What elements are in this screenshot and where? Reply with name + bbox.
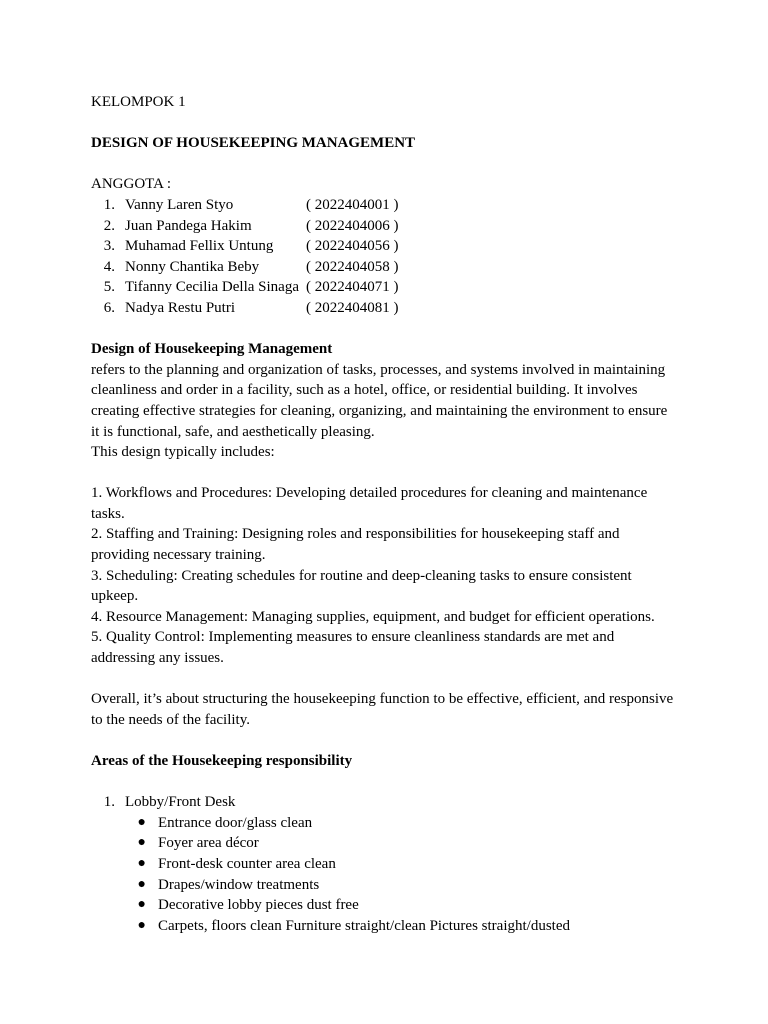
spacer xyxy=(91,772,681,793)
member-row xyxy=(91,236,681,257)
member-number: 3. xyxy=(103,238,115,255)
spacer xyxy=(91,669,681,690)
member-id: ( 2022404001 ) xyxy=(306,196,399,213)
design-point-line: 1. Workflows and Procedures: Developing detailed procedures for cleaning and maintenance xyxy=(91,485,648,502)
bullet-icon: ● xyxy=(137,917,146,933)
bullet-icon: ● xyxy=(137,897,146,913)
bullet-item xyxy=(91,813,681,834)
member-name: Nonny Chantika Beby xyxy=(125,258,260,275)
bullet-item xyxy=(91,875,681,896)
member-name: Juan Pandega Hakim xyxy=(125,217,252,234)
conclusion-line: Overall, it’s about structuring the housekeeping function to be effective, efficient, and responsive xyxy=(91,691,674,708)
bullet-item xyxy=(91,916,681,937)
paragraph-line: This design typically includes: xyxy=(91,444,275,461)
spacer xyxy=(91,154,681,175)
design-point-line: 5. Quality Control: Implementing measures to ensure cleanliness standards are met and xyxy=(91,629,615,646)
member-number: 6. xyxy=(103,299,115,316)
member-number: 2. xyxy=(103,217,115,234)
bullet-item xyxy=(91,895,681,916)
member-row xyxy=(91,216,681,237)
bullet-icon: ● xyxy=(137,835,146,851)
paragraph-line: refers to the planning and organization of tasks, processes, and systems involved in maintaining xyxy=(91,361,666,378)
bullet-icon: ● xyxy=(137,876,146,892)
design-point-line: providing necessary training. xyxy=(91,547,266,564)
member-number: 5. xyxy=(103,279,115,296)
bullet-text: Decorative lobby pieces dust free xyxy=(158,897,359,914)
spacer xyxy=(91,319,681,340)
bullet-text: Carpets, floors clean Furniture straight/clean Pictures straight/dusted xyxy=(158,917,570,934)
paragraph-line: creating effective strategies for cleaning, organizing, and maintaining the environment to ensure xyxy=(91,402,668,419)
area-number: 1. xyxy=(103,794,115,811)
design-point-line: addressing any issues. xyxy=(91,650,224,667)
member-name: Muhamad Fellix Untung xyxy=(125,238,274,255)
member-id: ( 2022404058 ) xyxy=(306,258,399,275)
paragraph-line: it is functional, safe, and aesthetically pleasing. xyxy=(91,423,375,440)
section-heading: Design of Housekeeping Management xyxy=(91,341,333,358)
area-label: Lobby/Front Desk xyxy=(125,794,236,811)
member-name: Nadya Restu Putri xyxy=(125,299,235,316)
area-bullet-list xyxy=(91,813,681,937)
design-point-line: 3. Scheduling: Creating schedules for routine and deep-cleaning tasks to ensure consistent xyxy=(91,567,632,584)
bullet-icon: ● xyxy=(137,814,146,830)
spacer xyxy=(91,463,681,484)
member-name: Vanny Laren Styo xyxy=(125,196,234,213)
design-point-line: 2. Staffing and Training: Designing roles and responsibilities for housekeeping staff and xyxy=(91,526,620,543)
spacer xyxy=(91,113,681,134)
members-list xyxy=(91,195,681,319)
bullet-text: Entrance door/glass clean xyxy=(158,814,313,831)
group-label: KELOMPOK 1 xyxy=(91,94,186,110)
bullet-icon: ● xyxy=(137,855,146,871)
member-name: Tifanny Cecilia Della Sinaga xyxy=(125,279,299,296)
area-row xyxy=(91,792,681,813)
member-number: 4. xyxy=(103,258,115,275)
bullet-text: Front-desk counter area clean xyxy=(158,855,336,872)
member-number: 1. xyxy=(103,196,115,213)
member-row xyxy=(91,298,681,319)
bullet-item xyxy=(91,833,681,854)
member-row xyxy=(91,195,681,216)
members-heading: ANGGOTA : xyxy=(91,176,172,193)
member-id: ( 2022404071 ) xyxy=(306,279,399,296)
design-point-line: 4. Resource Management: Managing supplies, equipment, and budget for efficient operations. xyxy=(91,608,655,625)
design-point-line: upkeep. xyxy=(91,588,139,605)
document-title: DESIGN OF HOUSEKEEPING MANAGEMENT xyxy=(91,135,416,152)
section-heading: Areas of the Housekeeping responsibility xyxy=(91,753,353,769)
conclusion-line: to the needs of the facility. xyxy=(91,711,250,728)
member-id: ( 2022404056 ) xyxy=(306,238,399,255)
area-item xyxy=(91,792,681,936)
paragraph-line: cleanliness and order in a facility, such as a hotel, office, or residential building. It involves xyxy=(91,382,638,399)
bullet-text: Drapes/window treatments xyxy=(158,876,320,893)
member-id: ( 2022404081 ) xyxy=(306,299,399,316)
bullet-item xyxy=(91,854,681,875)
member-row xyxy=(91,257,681,278)
bullet-text: Foyer area décor xyxy=(158,835,259,852)
member-id: ( 2022404006 ) xyxy=(306,217,399,234)
design-point-line: tasks. xyxy=(91,505,125,522)
member-row xyxy=(91,277,681,298)
spacer xyxy=(91,730,681,751)
document-body xyxy=(91,92,681,936)
areas-list xyxy=(91,792,681,936)
